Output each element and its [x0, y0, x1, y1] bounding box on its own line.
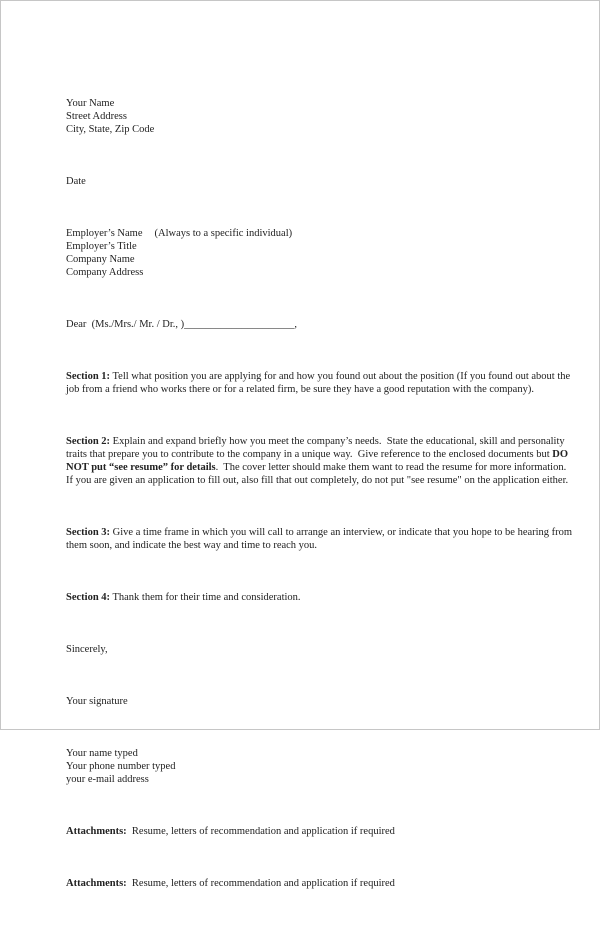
section-4-label: Section 4: — [66, 592, 111, 603]
recipient-block — [66, 227, 575, 279]
section-2-bold-phrase: DO NOT put “see resume” for details — [66, 449, 571, 473]
recipient-title-line: Employer’s Title — [66, 241, 137, 252]
sender-city-line: City, State, Zip Code — [66, 124, 155, 135]
salutation-line: Dear (Ms./Mrs./ Mr. / Dr., )_____________________, — [66, 319, 297, 330]
sender-name-line: Your Name — [66, 98, 115, 109]
recipient-address-line: Company Address — [66, 267, 144, 278]
signature-line: Your signature — [66, 696, 128, 707]
recipient-note: (Always to a specific individual) — [154, 228, 293, 239]
section-1-label: Section 1: — [66, 371, 111, 382]
section-3-body: Give a time frame in which you will call to arrange an interview, or indicate that you hope to be hearing from them soon, and indicate the best way and time to reach you. — [66, 527, 575, 551]
sender-street-line: Street Address — [66, 111, 127, 122]
attachments-label-2: Attachments: — [66, 878, 127, 889]
letter-content — [1, 1, 599, 929]
attachments-line-1 — [66, 825, 575, 838]
section-2-paragraph — [66, 435, 575, 487]
section-2-label: Section 2: — [66, 436, 111, 447]
recipient-name-line — [66, 227, 575, 240]
section-1-body: Tell what position you are applying for and how you found out about the position (If you found out about the job from a friend who works there or for a related firm, be sure they have a good reputation with the company). — [66, 371, 573, 395]
recipient-company-line: Company Name — [66, 254, 135, 265]
section-4-body: Thank them for their time and consideration. — [110, 592, 301, 603]
typed-name-line: Your name typed — [66, 748, 138, 759]
date-line: Date — [66, 176, 86, 187]
attachments-text-2: Resume, letters of recommendation and application if required — [126, 878, 395, 889]
section-2-body-start: Explain and expand briefly how you meet the company’s needs. State the educational, skill and personality traits that prepare you to contribute to the company in a unique way. Give reference to the enclosed documents but — [66, 436, 568, 460]
recipient-name: Employer’s Name — [66, 228, 143, 239]
attachments-text-1: Resume, letters of recommendation and application if required — [126, 826, 395, 837]
section-3-paragraph — [66, 526, 575, 552]
attachments-label-1: Attachments: — [66, 826, 127, 837]
section-1-paragraph — [66, 370, 575, 396]
typed-block — [66, 747, 575, 786]
typed-email-line: your e-mail address — [66, 774, 149, 785]
section-3-label: Section 3: — [66, 527, 111, 538]
attachments-line-2 — [66, 877, 575, 890]
sender-block — [66, 97, 575, 136]
section-4-paragraph — [66, 591, 575, 604]
valediction-line: Sincerely, — [66, 644, 108, 655]
section-2-body-end: . The cover letter should make them want to read the resume for more information. If you are given an application to fill out, also fill that out completely, do not put "see resume" on the application either. — [66, 462, 572, 486]
typed-phone-line: Your phone number typed — [66, 761, 176, 772]
